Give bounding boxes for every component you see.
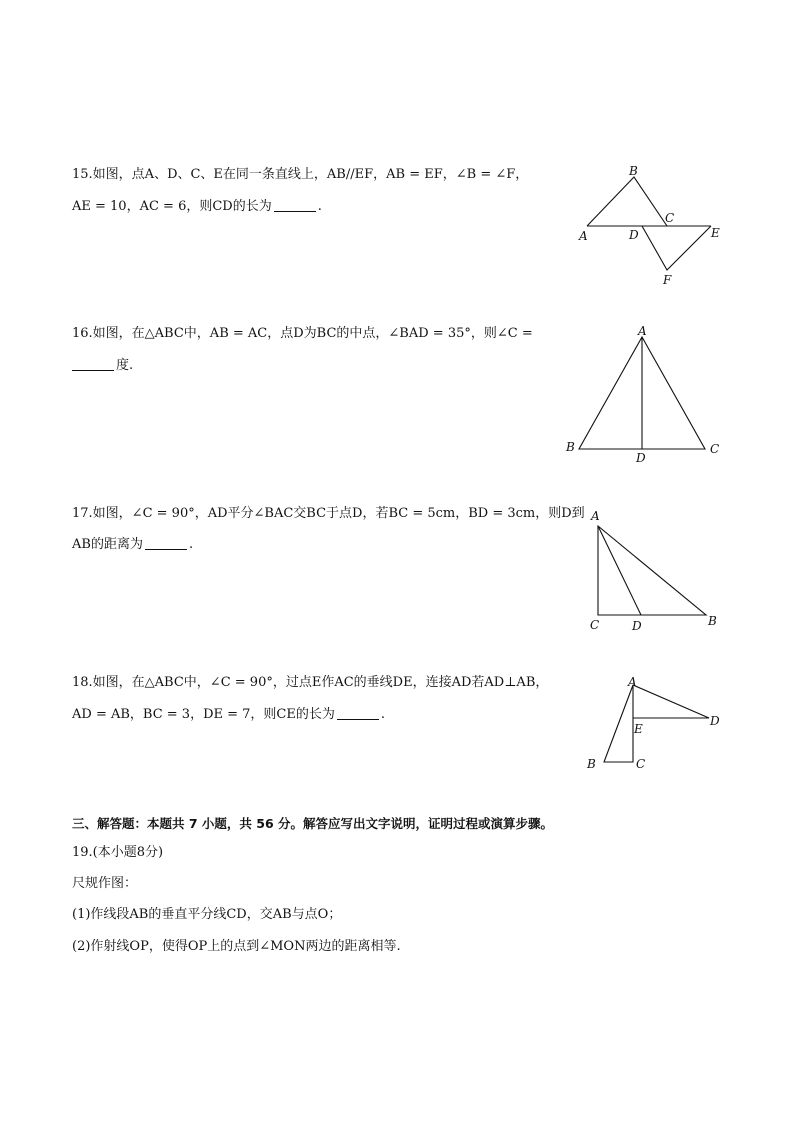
- q16-label-a: A: [638, 324, 647, 338]
- q19-title: 19.(本小题8分): [72, 845, 164, 860]
- q18-line2-text: AD = AB，BC = 3，DE = 7，则CE的长为: [72, 707, 335, 722]
- q16-label-b: B: [566, 440, 575, 454]
- q17-triangle-abc: [598, 526, 706, 615]
- q17-figure: [580, 505, 730, 635]
- q15-label-b: B: [629, 164, 638, 178]
- q19-intro: 尺规作图：: [72, 876, 138, 891]
- q15-label-c: C: [665, 211, 675, 225]
- q15-triangle-abc: [587, 177, 667, 226]
- q18-figure: [580, 670, 730, 780]
- q17-line2-end: .: [188, 537, 194, 552]
- q17-line2: [72, 537, 193, 553]
- q18-label-c: C: [636, 757, 646, 771]
- q16-line1: 16.如图，在△ABC中，AB = AC，点D为BC的中点，∠BAD = 35°，则∠C =: [72, 326, 533, 341]
- q17-line2-text: AB的距离为: [72, 537, 143, 552]
- q18-label-a: A: [628, 675, 637, 689]
- q18-triangle-ade: [633, 685, 709, 718]
- section-3-heading: 三、解答题：本题共 7 小题，共 56 分。解答应写出文字说明，证明过程或演算步骤。: [72, 816, 554, 831]
- q15-label-f: F: [663, 273, 672, 287]
- q15-label-a: A: [579, 229, 588, 243]
- q16-line2: [72, 358, 133, 374]
- q17-bisector-ad: [598, 526, 641, 615]
- q15-line2-text: AE = 10，AC = 6，则CD的长为: [72, 199, 272, 214]
- q17-label-d: D: [632, 619, 642, 633]
- q18-triangle-abc: [604, 685, 633, 762]
- q18-line1: 18.如图，在△ABC中，∠C = 90°，过点E作AC的垂线DE，连接AD若AD⊥AB，: [72, 675, 549, 690]
- q15-triangle-def: [642, 226, 711, 270]
- q18-line2-end: .: [380, 707, 385, 722]
- q15-line1: 15.如图，点A、D、C、E在同一条直线上，AB//EF，AB = EF，∠B = ∠F，: [72, 167, 529, 182]
- q19-part1: (1)作线段AB的垂直平分线CD，交AB与点O；: [72, 907, 342, 922]
- q18-label-d: D: [710, 714, 720, 728]
- answer-blank[interactable]: [145, 537, 187, 550]
- q15-figure: [575, 160, 735, 290]
- q18-label-e: E: [634, 722, 643, 736]
- q17-label-c: C: [590, 618, 600, 632]
- q17-line1: 17.如图，∠C = 90°，AD平分∠BAC交BC于点D，若BC = 5cm，BD = 3cm，则D到: [72, 506, 585, 521]
- answer-blank[interactable]: [337, 707, 379, 720]
- q18-line2: [72, 707, 385, 723]
- q15-label-e: E: [711, 226, 720, 240]
- q19-part2: (2)作射线OP，使得OP上的点到∠MON两边的距离相等.: [72, 939, 401, 954]
- q16-label-c: C: [710, 442, 720, 456]
- q15-label-d: D: [629, 228, 639, 242]
- q15-line2-end: .: [317, 199, 322, 214]
- q16-label-d: D: [636, 451, 646, 465]
- q16-line2-text: 度.: [116, 358, 134, 373]
- answer-blank[interactable]: [72, 358, 114, 371]
- q16-figure: [560, 320, 730, 470]
- q18-label-b: B: [587, 757, 596, 771]
- q17-label-b: B: [708, 614, 717, 628]
- q15-line2: [72, 199, 322, 215]
- answer-blank[interactable]: [274, 199, 316, 212]
- q17-label-a: A: [591, 509, 600, 523]
